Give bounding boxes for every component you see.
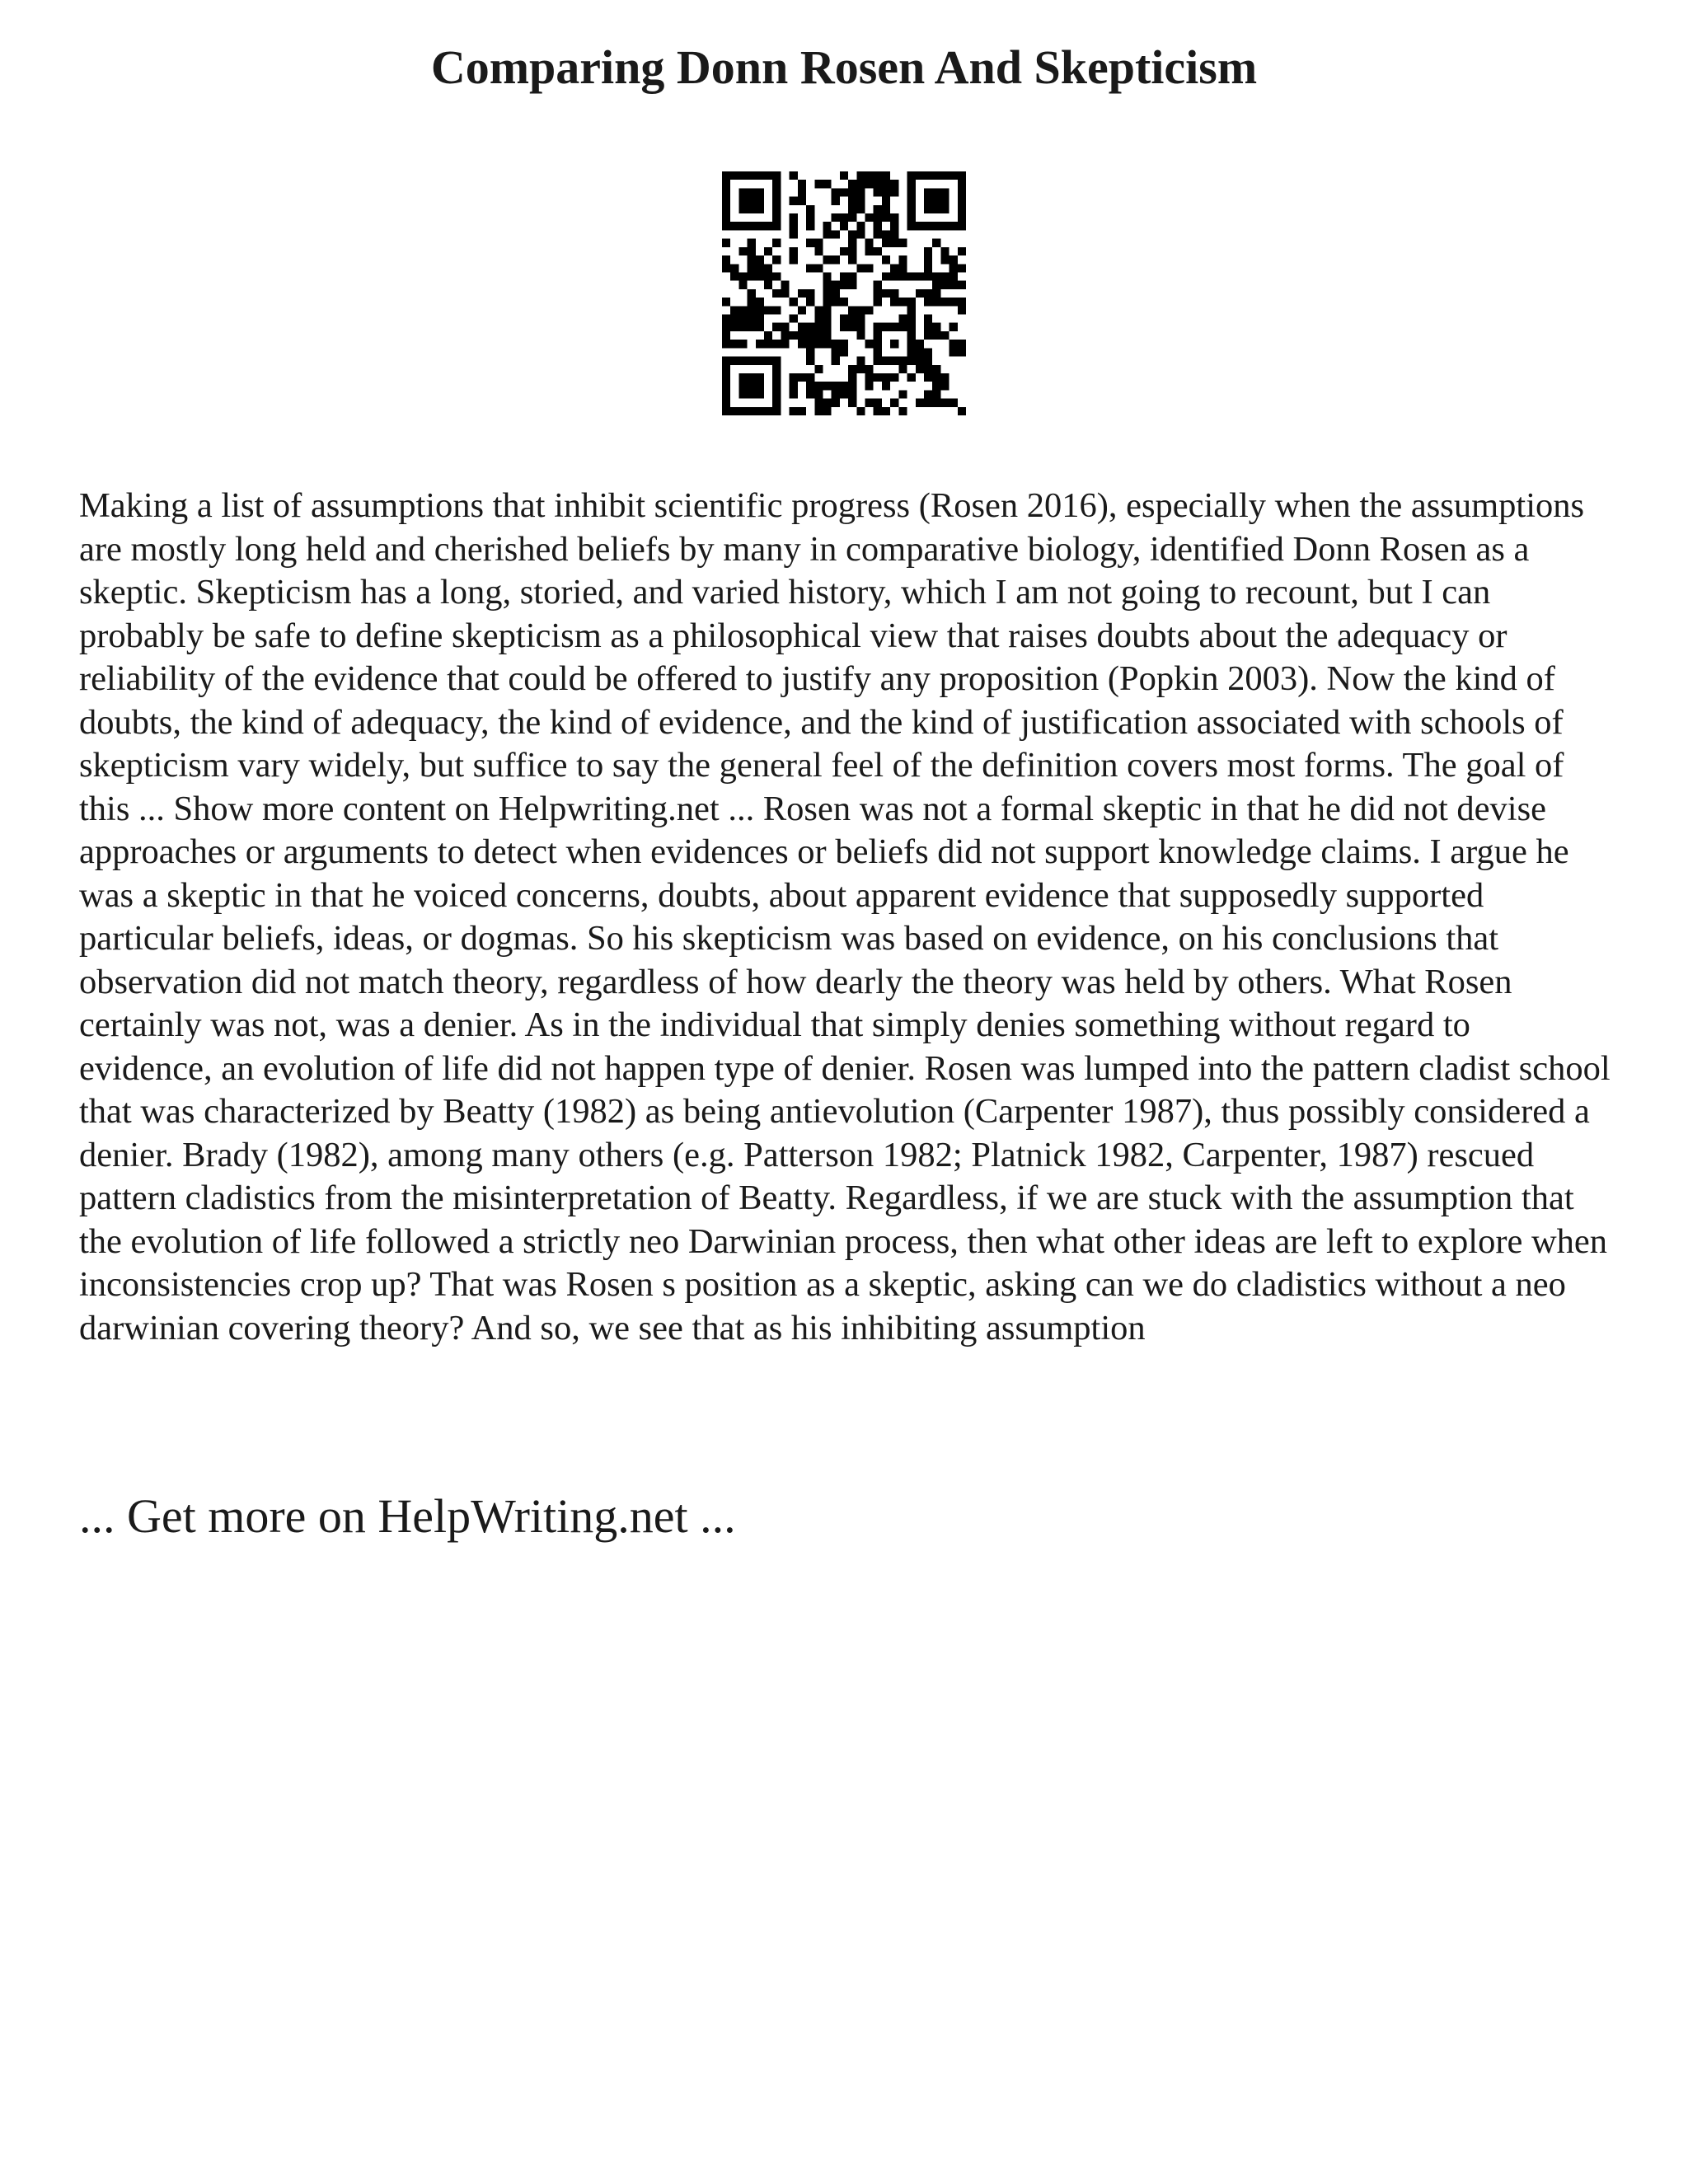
get-more-link[interactable]: ... Get more on HelpWriting.net ... — [79, 1489, 736, 1543]
body-paragraph: Making a list of assumptions that inhibit scientific progress (Rosen 2016), especially when the assumptions are mostly long held and cherished beliefs by many in comparative biology, identified Donn Rosen as a skeptic. Skepticism has a long, storied, and varied history, which I am not going to recount, but I can probably be safe to define skepticism as a philosophical view that raises doubts about the adequacy or reliability of the evidence that could be offered to justify any proposition (Popkin 2003). Now the kind of doubts, the kind of adequacy, the kind of evidence, and the kind of justification associated with schools of skepticism vary widely, but suffice to say the general feel of the definition covers most forms. The goal of this ... Show more content on Helpwriting.net ... Rosen was not a formal skeptic in that he did not devise approaches or arguments to detect when evidences or beliefs did not support knowledge claims. I argue he was a skeptic in that he voiced concerns, doubts, about apparent evidence that supposedly supported particular beliefs, ideas, or dogmas. So his skepticism was based on evidence, on his conclusions that observation did not match theory, regardless of how dearly the theory was held by others. What Rosen certainly was not, was a denier. As in the individual that simply denies something without regard to evidence, an evolution of life did not happen type of denier. Rosen was lumped into the pattern cladist school that was characterized by Beatty (1982) as being antievolution (Carpenter 1987), thus possibly considered a denier. Brady (1982), among many others (e.g. Patterson 1982; Platnick 1982, Carpenter, 1987) rescued pattern cladistics from the misinterpretation of Beatty. Regardless, if we are stuck with the assumption that the evolution of life followed a strictly neo Darwinian process, then what other ideas are left to explore when inconsistencies crop up? That was Rosen s position as a skeptic, asking can we do cladistics without a neo darwinian covering theory? And so, we see that as his inhibiting assumption — [79, 486, 1611, 1347]
qr-code-icon[interactable] — [722, 171, 966, 415]
document-title: Comparing Donn Rosen And Skepticism — [430, 40, 1258, 94]
